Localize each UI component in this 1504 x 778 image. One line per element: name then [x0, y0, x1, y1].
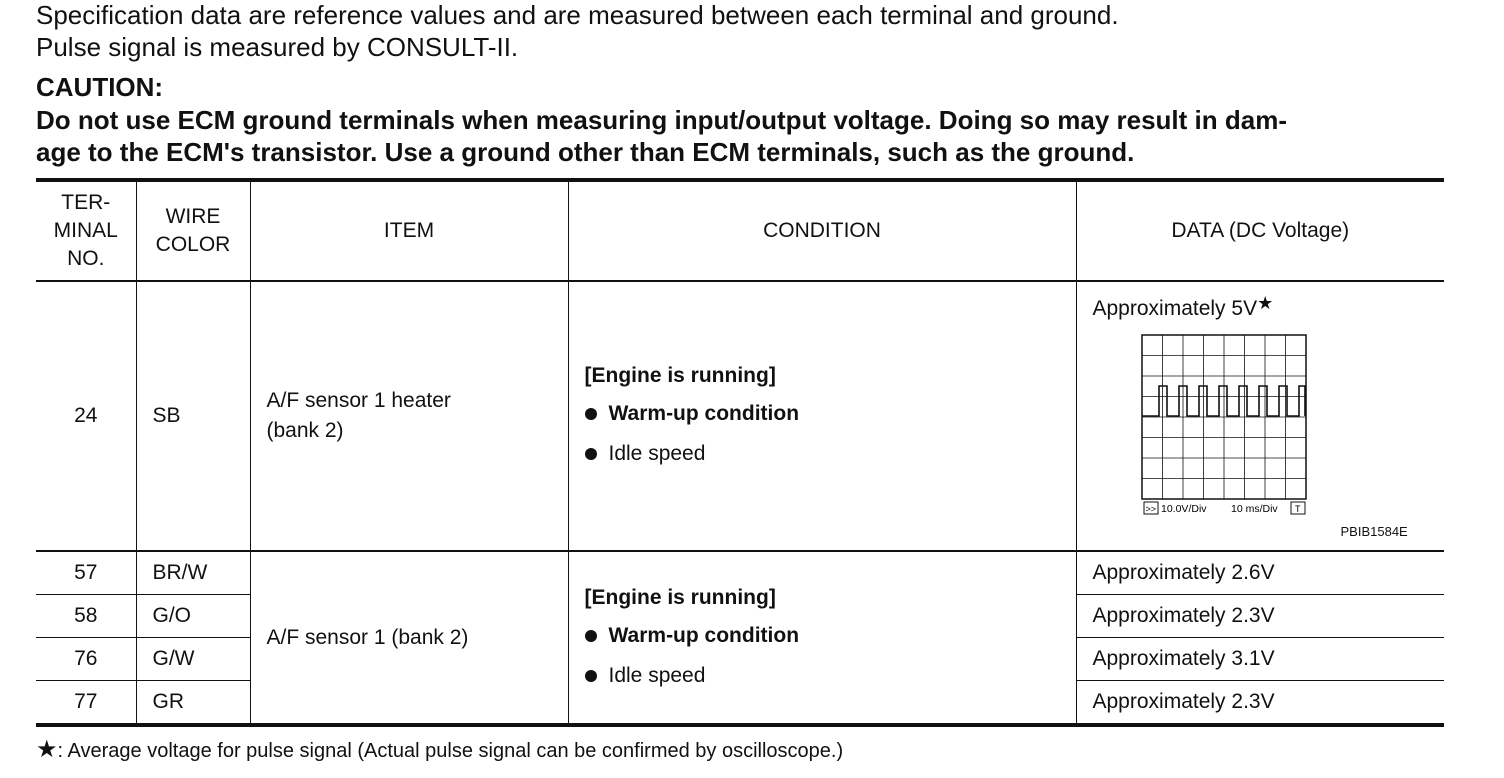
condition-cell: [568, 551, 1076, 725]
wire-color: SB: [136, 281, 250, 551]
star-icon: ★: [36, 736, 58, 763]
table-row: [36, 281, 1444, 551]
data-value: Approximately 2.3V: [1076, 681, 1444, 726]
scope-grid: [1142, 335, 1306, 499]
star-icon: ★: [1257, 293, 1274, 313]
caution-line-2: age to the ECM's transistor. Use a ground other than ECM terminals, such as the ground.: [36, 137, 1135, 167]
table-row: [36, 551, 1444, 595]
terminal-no: 77: [36, 681, 136, 726]
footnote-text: : Average voltage for pulse signal (Actual pulse signal can be confirmed by oscilloscope.): [57, 740, 844, 762]
caution-line-1: Do not use ECM ground terminals when measuring input/output voltage. Doing so may result in dam-: [36, 105, 1287, 135]
data-cell: [1076, 281, 1444, 551]
item-cell: A/F sensor 1 (bank 2): [250, 551, 568, 725]
intro-line-2: Pulse signal is measured by CONSULT-II.: [36, 32, 519, 62]
oscilloscope-waveform: [1141, 334, 1311, 518]
header-wire-line: WIRE: [165, 205, 221, 228]
header-wire-color: [136, 180, 250, 281]
header-terminal-line: TER-: [61, 191, 111, 214]
caution-title: CAUTION:: [36, 72, 164, 102]
bullet-icon: [585, 670, 597, 682]
condition-bullet-text: Idle speed: [608, 442, 706, 465]
terminal-no: 58: [36, 595, 136, 638]
scope-right-mark: T: [1294, 504, 1300, 514]
header-data: DATA (DC Voltage): [1076, 180, 1444, 281]
figure-id: PBIB1584E: [1340, 524, 1408, 539]
pulse-trace: [1142, 386, 1305, 416]
bullet-icon: [585, 630, 597, 642]
bullet-icon: [585, 448, 597, 460]
item-line: (bank 2): [266, 419, 344, 442]
intro-line-1: Specification data are reference values and are measured between each terminal and ground.: [36, 0, 1119, 30]
condition-bullet: [585, 656, 1076, 696]
terminal-no: 24: [36, 281, 136, 551]
condition-bullet-text: Warm-up condition: [608, 402, 800, 425]
condition-cell: [568, 281, 1076, 551]
condition-engine: [Engine is running]: [584, 585, 776, 609]
footnote: [36, 736, 843, 765]
data-value: [1092, 293, 1274, 322]
scope-time-label: 10 ms/Div: [1230, 503, 1278, 515]
header-item: ITEM: [250, 180, 568, 281]
condition-bullet: [585, 434, 1076, 474]
condition-bullet: [585, 616, 1076, 656]
condition-engine: [Engine is running]: [584, 364, 776, 387]
header-terminal-line: NO.: [67, 247, 105, 270]
data-value-text: Approximately 5V: [1092, 297, 1258, 320]
condition-bullet-text: Idle speed: [608, 663, 706, 687]
table-header-row: [36, 180, 1444, 281]
bullet-icon: [585, 408, 597, 420]
caution-text: [36, 104, 1446, 168]
item-line: A/F sensor 1 heater: [266, 389, 451, 412]
header-condition: CONDITION: [568, 180, 1076, 281]
terminal-spec-table: [36, 178, 1444, 727]
condition-bullet-text: Warm-up condition: [608, 623, 800, 647]
data-value: Approximately 2.6V: [1076, 551, 1444, 595]
header-wire-line: COLOR: [155, 233, 231, 256]
item-cell: [250, 281, 568, 551]
wire-color: GR: [136, 681, 250, 726]
wire-color: BR/W: [136, 551, 250, 595]
scope-left-mark: >>: [1145, 504, 1156, 514]
terminal-no: 76: [36, 638, 136, 681]
condition-bullet: [585, 394, 1076, 434]
wire-color: G/O: [136, 595, 250, 638]
wire-color: G/W: [136, 638, 250, 681]
scope-volt-label: 10.0V/Div: [1160, 503, 1207, 515]
terminal-no: 57: [36, 551, 136, 595]
data-value: Approximately 3.1V: [1076, 638, 1444, 681]
data-value: Approximately 2.3V: [1076, 595, 1444, 638]
header-terminal-line: MINAL: [53, 219, 118, 242]
header-terminal-no: [36, 180, 136, 281]
